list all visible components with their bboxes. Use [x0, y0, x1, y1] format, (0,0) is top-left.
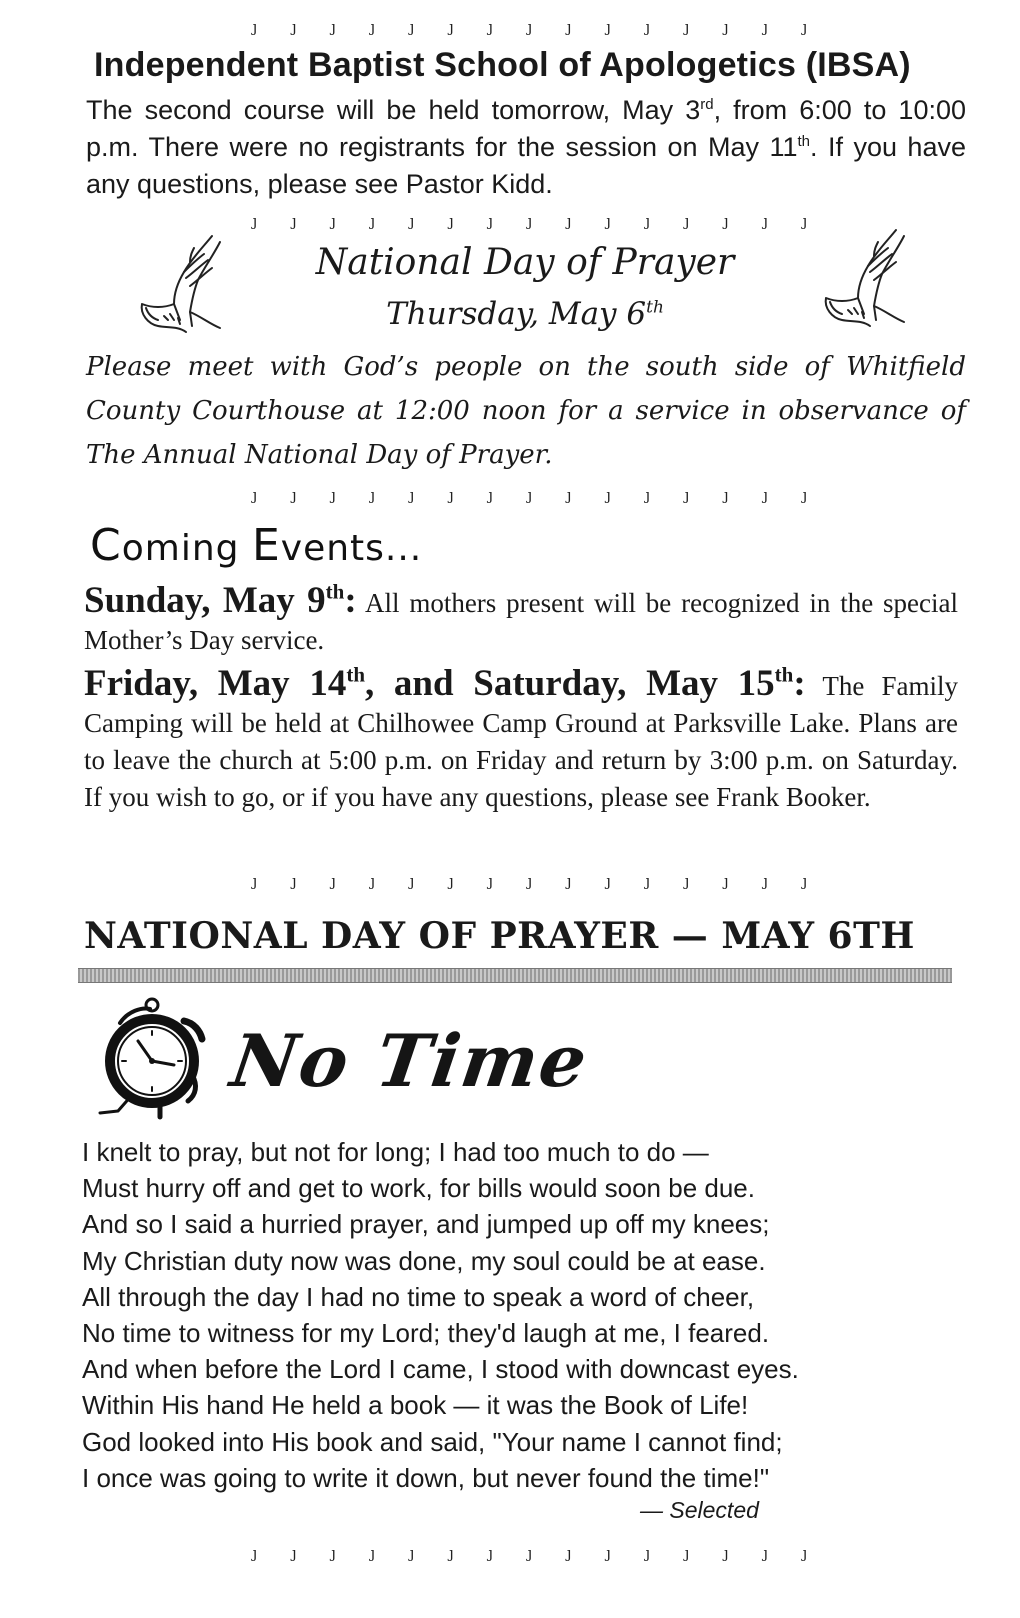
divider-mark: ȷ — [645, 18, 651, 36]
coming-events-heading-c: C — [90, 520, 122, 571]
praying-hands-icon — [818, 222, 914, 332]
ibsa-heading: Independent Baptist School of Apologetics (IBSA) — [94, 46, 911, 84]
divider-mark: ȷ — [252, 18, 258, 36]
divider-mark: ȷ — [449, 212, 454, 230]
divider-mark: ȷ — [724, 486, 729, 504]
divider-mark: ȷ — [252, 486, 258, 504]
event-friday-text: The Family Camping will be held at Chilhowee Camp Ground at Parksville Lake. Plans are to leave the church at 5:00 p.m. on Friday and return by 3:00 p.m. on Saturday. If you wish to go, or if you have any questions, please see Frank Booker. — [84, 671, 958, 812]
poem-line: And so I said a hurried prayer, and jumped up off my knees; — [82, 1209, 770, 1240]
divider-mark: ȷ — [684, 18, 690, 36]
divider-mark: ȷ — [566, 486, 572, 504]
divider-mark: ȷ — [763, 18, 768, 36]
banner-rule — [78, 968, 952, 983]
event-friday — [84, 662, 958, 816]
divider-mark: ȷ — [724, 18, 729, 36]
divider-mark: ȷ — [449, 486, 454, 504]
prayer-day-date-sup: th — [646, 297, 664, 318]
divider-mark: ȷ — [409, 486, 415, 504]
divider-mark: ȷ — [645, 872, 651, 890]
event-sunday-lead — [84, 580, 357, 621]
event-sunday — [84, 579, 958, 659]
divider-mark: ȷ — [291, 18, 297, 36]
divider-mark: ȷ — [527, 872, 533, 890]
divider-mark: ȷ — [606, 212, 611, 230]
divider-mark: ȷ — [331, 18, 336, 36]
prayer-day-paragraph: Please meet with God’s people on the south side of Whitfield County Courthouse at 12:00 noon for a service in observance of The Annual National Day of Prayer. — [86, 352, 966, 470]
poem-line: Must hurry off and get to work, for bills would soon be due. — [82, 1173, 755, 1204]
event-sunday-sup: th — [325, 579, 345, 604]
divider-mark: ȷ — [409, 18, 415, 36]
event-sunday-colon: : — [344, 580, 357, 621]
divider-mark: ȷ — [527, 486, 533, 504]
ibsa-sup-1: rd — [700, 96, 714, 113]
divider-mark: ȷ — [370, 1544, 376, 1562]
divider-mark: ȷ — [409, 872, 415, 890]
coming-events-list — [84, 579, 958, 816]
divider-mark: ȷ — [645, 1544, 651, 1562]
divider-mark: ȷ — [724, 872, 729, 890]
divider-mark: ȷ — [370, 212, 376, 230]
no-time-title: No Time — [226, 1018, 594, 1103]
poem-attribution: — Selected — [640, 1497, 759, 1523]
coming-events-heading-end: vents... — [280, 528, 423, 569]
prayer-day-heading: National Day of Prayer — [315, 242, 735, 283]
divider-mark: ȷ — [606, 1544, 611, 1562]
poem-line: My Christian duty now was done, my soul could be at ease. — [82, 1245, 766, 1276]
divider-mark: ȷ — [802, 212, 808, 230]
divider-mark: ȷ — [291, 212, 297, 230]
divider-mark: ȷ — [291, 872, 297, 890]
divider-mark: ȷ — [606, 18, 611, 36]
divider-mark: ȷ — [606, 486, 611, 504]
divider-mark: ȷ — [763, 872, 768, 890]
divider-mark: ȷ — [488, 212, 494, 230]
coming-events-heading — [90, 520, 590, 571]
prayer-day-date — [250, 296, 800, 332]
divider-mark: ȷ — [488, 486, 494, 504]
poem-line: And when before the Lord I came, I stood with downcast eyes. — [82, 1354, 799, 1385]
divider-mark: ȷ — [724, 212, 729, 230]
poem-line: God looked into His book and said, "Your name I cannot find; — [82, 1426, 783, 1457]
divider-mark: ȷ — [566, 1544, 572, 1562]
divider-mark: ȷ — [763, 1544, 768, 1562]
divider-mark: ȷ — [763, 212, 768, 230]
event-friday-lead-a: Friday, May 14 — [84, 663, 347, 704]
poem — [82, 1134, 962, 1496]
event-friday-sup-a: th — [346, 662, 366, 687]
divider-mark: ȷ — [449, 1544, 454, 1562]
coming-events-heading-mid: oming — [121, 528, 252, 569]
divider-mark: ȷ — [802, 486, 808, 504]
divider-mark: ȷ — [488, 18, 494, 36]
divider-3 — [250, 484, 810, 506]
coming-events-heading-e: E — [251, 520, 281, 571]
divider-mark: ȷ — [370, 486, 376, 504]
ibsa-paragraph — [86, 92, 966, 203]
divider-mark: ȷ — [331, 1544, 336, 1562]
divider-mark: ȷ — [566, 212, 572, 230]
divider-4 — [250, 870, 810, 892]
divider-mark: ȷ — [684, 872, 690, 890]
divider-top — [250, 16, 810, 38]
divider-mark: ȷ — [331, 872, 336, 890]
event-sunday-lead-text: Sunday, May 9 — [84, 580, 326, 621]
divider-mark: ȷ — [684, 212, 690, 230]
divider-mark: ȷ — [252, 872, 258, 890]
event-sunday-text: All mothers present will be recognized in the special Mother’s Day service. — [84, 588, 958, 655]
divider-mark: ȷ — [331, 486, 336, 504]
divider-mark: ȷ — [527, 1544, 533, 1562]
divider-mark: ȷ — [566, 18, 572, 36]
poem-line: No time to witness for my Lord; they'd laugh at me, I feared. — [82, 1318, 770, 1349]
divider-mark: ȷ — [684, 1544, 690, 1562]
divider-mark: ȷ — [291, 486, 297, 504]
ibsa-text-2: , from 6:00 to 10:00 p.m. There were no registrants for the session on May 11 — [86, 95, 966, 162]
divider-mark: ȷ — [252, 212, 258, 230]
prayer-day-banner-title: NATIONAL DAY OF PRAYER — MAY 6TH — [84, 915, 915, 957]
divider-mark: ȷ — [684, 486, 690, 504]
ibsa-text-3: . If you have any questions, please see Pastor Kidd. — [86, 132, 966, 199]
ibsa-sup-2: th — [797, 133, 810, 150]
divider-mark: ȷ — [724, 1544, 729, 1562]
divider-mark: ȷ — [645, 212, 651, 230]
divider-mark: ȷ — [252, 1544, 258, 1562]
divider-mark: ȷ — [331, 212, 336, 230]
alarm-clock-icon — [92, 995, 220, 1120]
event-friday-colon: : — [793, 663, 806, 704]
divider-mark: ȷ — [449, 872, 454, 890]
divider-mark: ȷ — [488, 1544, 494, 1562]
event-friday-lead — [84, 663, 806, 704]
divider-mark: ȷ — [409, 212, 415, 230]
divider-bottom — [250, 1542, 810, 1564]
prayer-day-date-text: Thursday, May 6 — [386, 296, 647, 332]
poem-line: Within His hand He held a book — it was the Book of Life! — [82, 1390, 749, 1421]
divider-mark: ȷ — [606, 872, 611, 890]
divider-mark: ȷ — [370, 872, 376, 890]
divider-mark: ȷ — [566, 872, 572, 890]
praying-hands-icon — [134, 228, 230, 338]
poem-line: All through the day I had no time to speak a word of cheer, — [82, 1281, 755, 1312]
divider-mark: ȷ — [802, 872, 808, 890]
poem-line: I knelt to pray, but not for long; I had too much to do — — [82, 1137, 709, 1167]
divider-2 — [250, 210, 810, 232]
divider-mark: ȷ — [527, 18, 533, 36]
divider-mark: ȷ — [409, 1544, 415, 1562]
ibsa-text-1: The second course will be held tomorrow, May 3 — [86, 95, 701, 125]
divider-mark: ȷ — [645, 486, 651, 504]
divider-mark: ȷ — [370, 18, 376, 36]
poem-line: I once was going to write it down, but never found the time!" — [82, 1462, 770, 1493]
divider-mark: ȷ — [802, 18, 808, 36]
divider-mark: ȷ — [763, 486, 768, 504]
event-friday-lead-b: , and Saturday, May 15 — [365, 663, 775, 704]
divider-mark: ȷ — [449, 18, 454, 36]
divider-mark: ȷ — [802, 1544, 808, 1562]
divider-mark: ȷ — [488, 872, 494, 890]
event-friday-sup-b: th — [774, 662, 794, 687]
divider-mark: ȷ — [291, 1544, 297, 1562]
divider-mark: ȷ — [527, 212, 533, 230]
